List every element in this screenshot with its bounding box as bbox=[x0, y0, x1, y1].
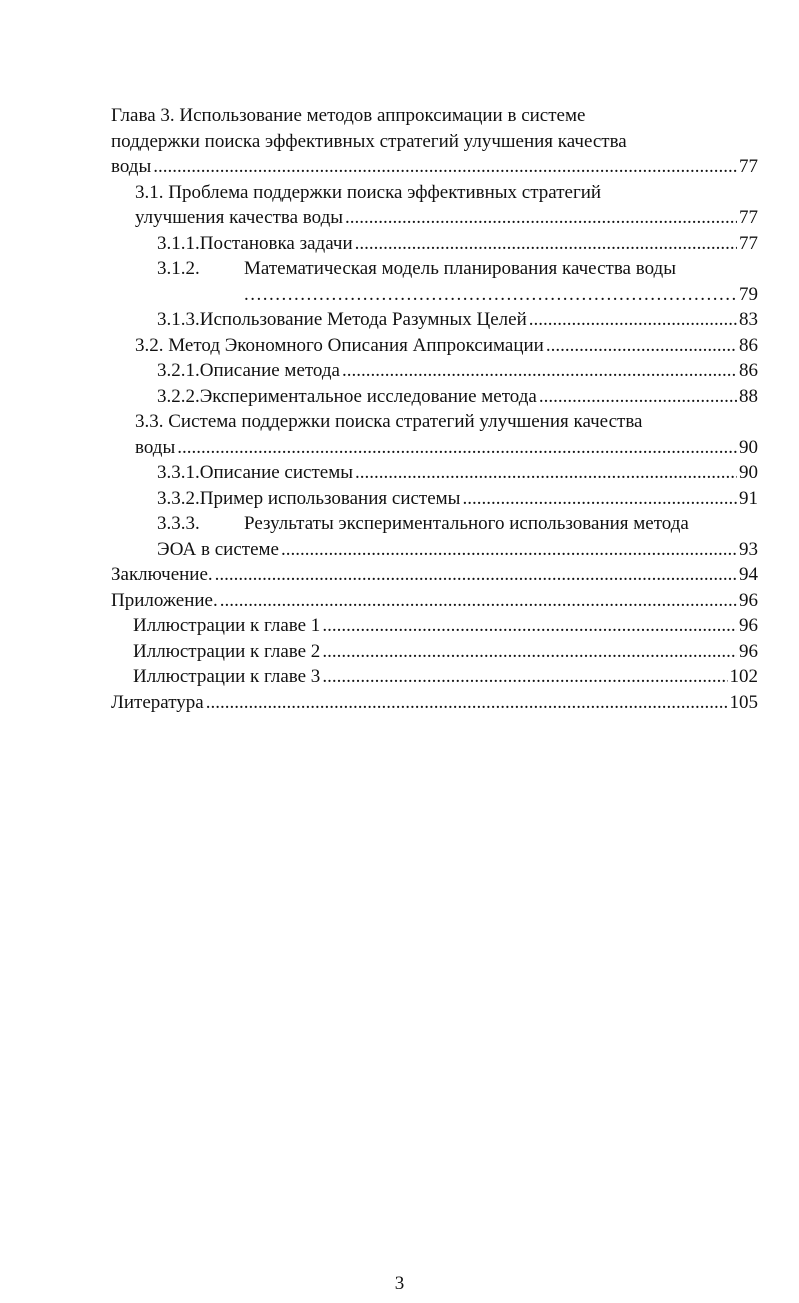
toc-page-number: 88 bbox=[739, 385, 758, 407]
toc-entry-title: Математическая модель планирования качества воды bbox=[244, 258, 676, 279]
toc-entry-title: Иллюстрации к главе 2 bbox=[133, 640, 321, 662]
toc-entry-title: Иллюстрации к главе 3 bbox=[133, 666, 321, 687]
toc-entry-title: Иллюстрации к главе 1 bbox=[133, 615, 321, 636]
toc-page-number: 105 bbox=[729, 691, 758, 713]
toc-entry-title: 3.3. Система поддержки поиска стратегий улучшения качества bbox=[135, 411, 643, 432]
toc-entry-3-1-2[interactable] bbox=[111, 256, 758, 307]
toc-entry-title: Описание метода bbox=[199, 360, 340, 381]
toc-entry-title: ЭОА в системе bbox=[157, 538, 279, 560]
dot-leader bbox=[546, 333, 737, 359]
toc-page-number: 96 bbox=[739, 589, 758, 611]
toc-entry-title: 3.2. Метод Экономного Описания Аппроксимации bbox=[135, 334, 544, 356]
dot-leader bbox=[322, 613, 737, 639]
toc-section-number: 3.3.1. bbox=[157, 462, 200, 483]
toc-section-number: 3.3.3. bbox=[157, 513, 200, 534]
toc-page-number: 102 bbox=[729, 666, 758, 687]
toc-entry-title: Заключение. bbox=[111, 564, 213, 585]
dot-leader bbox=[539, 384, 737, 410]
toc-entry-appendix[interactable] bbox=[111, 588, 758, 614]
toc-page-number: 83 bbox=[739, 309, 758, 330]
dot-leader bbox=[345, 205, 737, 231]
toc-entry-title: поддержки поиска эффективных стратегий улучшения качества bbox=[111, 130, 627, 152]
toc-entry-title: Результаты экспериментального использования метода bbox=[244, 513, 689, 534]
dot-leader bbox=[355, 460, 737, 486]
toc-entry-3-2-1[interactable] bbox=[111, 358, 758, 384]
toc-entry-title: воды bbox=[111, 156, 152, 177]
dot-leader bbox=[322, 639, 737, 665]
dot-leader bbox=[220, 588, 737, 614]
table-of-contents bbox=[111, 103, 758, 715]
toc-entry-title: Приложение. bbox=[111, 589, 218, 611]
toc-entry-illustrations-1[interactable] bbox=[111, 613, 758, 639]
toc-section-number: 3.3.2. bbox=[157, 487, 200, 509]
toc-entry-illustrations-2[interactable] bbox=[111, 639, 758, 665]
toc-page-number: 77 bbox=[739, 156, 758, 177]
toc-page-number: 90 bbox=[739, 436, 758, 458]
toc-page-number: 96 bbox=[739, 615, 758, 636]
toc-page-number: 96 bbox=[739, 640, 758, 662]
dot-leader bbox=[462, 486, 737, 512]
toc-page-number: 94 bbox=[739, 564, 758, 585]
toc-entry-literature[interactable] bbox=[111, 690, 758, 716]
dot-leader bbox=[355, 231, 737, 257]
toc-entry-title: Описание системы bbox=[199, 462, 353, 483]
toc-entry-3-2[interactable] bbox=[111, 333, 758, 359]
toc-page-number: 86 bbox=[739, 334, 758, 356]
toc-entry-3-3[interactable] bbox=[111, 409, 758, 460]
toc-page-number: 77 bbox=[739, 207, 758, 228]
toc-page-number: 90 bbox=[739, 462, 758, 483]
dot-leader bbox=[529, 307, 737, 333]
toc-section-number: 3.1.1. bbox=[157, 232, 200, 254]
toc-entry-3-2-2[interactable] bbox=[111, 384, 758, 410]
dot-leader bbox=[244, 282, 737, 308]
toc-section-number: 3.2.2. bbox=[157, 385, 200, 407]
toc-page-number: 86 bbox=[739, 360, 758, 381]
toc-entry-3-1-3[interactable] bbox=[111, 307, 758, 333]
toc-entry-title: Пример использования системы bbox=[199, 487, 461, 509]
toc-page-number: 91 bbox=[739, 487, 758, 509]
page-number: 3 bbox=[394, 1273, 405, 1294]
toc-section-number: 3.1.2. bbox=[157, 258, 200, 279]
toc-entry-illustrations-3[interactable] bbox=[111, 664, 758, 690]
toc-entry-title: воды bbox=[135, 436, 176, 458]
toc-entry-3-1[interactable] bbox=[111, 180, 758, 231]
toc-entry-3-3-2[interactable] bbox=[111, 486, 758, 512]
toc-page-number: 77 bbox=[739, 232, 758, 254]
toc-entry-conclusion[interactable] bbox=[111, 562, 758, 588]
toc-entry-title: Литература bbox=[111, 691, 204, 713]
toc-entry-title: 3.1. Проблема поддержки поиска эффективных стратегий bbox=[135, 181, 602, 203]
toc-entry-title: Постановка задачи bbox=[199, 232, 353, 254]
toc-entry-title: Экспериментальное исследование метода bbox=[199, 385, 537, 407]
dot-leader bbox=[153, 154, 737, 180]
toc-entry-title: Глава 3. Использование методов аппроксимации в системе bbox=[111, 105, 586, 126]
toc-page-number: 79 bbox=[739, 283, 758, 305]
toc-entry-chapter-3[interactable] bbox=[111, 103, 758, 180]
toc-section-number: 3.1.3. bbox=[157, 309, 200, 330]
toc-entry-3-3-1[interactable] bbox=[111, 460, 758, 486]
toc-section-number: 3.2.1. bbox=[157, 360, 200, 381]
dot-leader bbox=[206, 690, 728, 716]
dot-leader bbox=[177, 435, 737, 461]
toc-entry-title: улучшения качества воды bbox=[135, 207, 344, 228]
toc-entry-title: Использование Метода Разумных Целей bbox=[199, 309, 527, 330]
dot-leader bbox=[322, 664, 727, 690]
toc-entry-3-3-3[interactable] bbox=[111, 511, 758, 562]
dot-leader bbox=[281, 537, 737, 563]
dot-leader bbox=[215, 562, 737, 588]
dot-leader bbox=[342, 358, 737, 384]
toc-page-number: 93 bbox=[739, 538, 758, 560]
toc-entry-3-1-1[interactable] bbox=[111, 231, 758, 257]
